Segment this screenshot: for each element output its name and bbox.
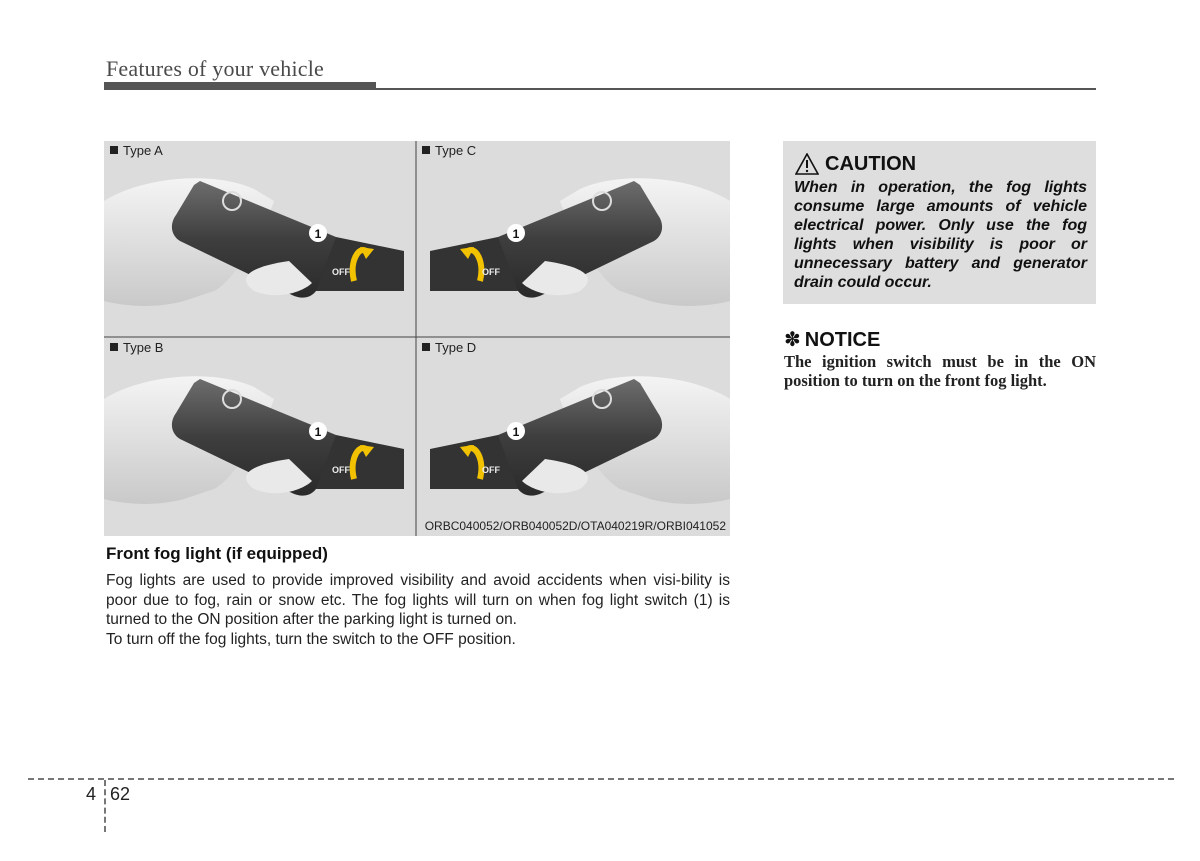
square-bullet-icon: [422, 343, 430, 351]
panel-label-type-b: [110, 340, 163, 355]
notice-text: The ignition switch must be in the ON position to turn on the front fog light.: [784, 352, 1096, 390]
warning-triangle-icon: [795, 153, 819, 175]
off-label-a: OFF: [332, 267, 350, 277]
chapter-number: 4: [86, 784, 97, 804]
body-paragraph: Fog lights are used to provide improved visibility and avoid accidents when visi-bility is poor due to fog, rain or snow etc. The fog lights will turn on when fog light switch (1) is turned to the ON position after the parking light is turned on.: [106, 572, 730, 628]
panel-type-c-illustration: [430, 178, 730, 306]
panel-label-type-d: [422, 340, 476, 355]
caution-text: When in operation, the fog lights consume large amounts of vehicle electrical power. Only use the fog lights when visibility is poor or unnecessary battery and generator drain could occur.: [794, 179, 1087, 291]
panel-label-type-a: [110, 143, 163, 158]
square-bullet-icon: [422, 146, 430, 154]
panel-label-type-c: [422, 143, 476, 158]
asterisk-icon: ✽: [784, 329, 801, 351]
panel-type-d-illustration: [430, 376, 730, 504]
callout-number-c: 1: [512, 227, 520, 241]
body-paragraph: To turn off the fog lights, turn the switch to the OFF position.: [106, 630, 516, 648]
notice-title: [784, 327, 880, 352]
footer-divider: [104, 780, 106, 832]
off-label-d: OFF: [482, 465, 500, 475]
panel-label-text: Type A: [123, 143, 163, 158]
footer-rule: [28, 778, 1174, 780]
panel-label-text: Type B: [123, 340, 164, 355]
callout-number-a: 1: [314, 227, 322, 241]
panel-type-a-illustration: [104, 178, 404, 306]
figure-code: ORBC040052/ORB040052D/OTA040219R/ORBI041052: [424, 519, 726, 533]
callout-number-b: 1: [314, 425, 322, 439]
off-label-b: OFF: [332, 465, 350, 475]
notice-title-text: NOTICE: [804, 329, 881, 351]
body-text: [106, 571, 730, 649]
section-heading: Front fog light (if equipped): [106, 544, 328, 563]
caution-box: [783, 141, 1096, 304]
square-bullet-icon: [110, 343, 118, 351]
page-number: 62: [110, 784, 131, 804]
square-bullet-icon: [110, 146, 118, 154]
figure-illustration: [104, 141, 730, 536]
fog-light-switch-figure: [104, 141, 730, 536]
header-rule: [104, 88, 1096, 90]
header-title: Features of your vehicle: [106, 56, 325, 81]
off-label-c: OFF: [482, 267, 500, 277]
callout-number-d: 1: [512, 425, 520, 439]
caution-title: CAUTION: [825, 153, 917, 175]
panel-label-text: Type C: [435, 143, 477, 158]
panel-label-text: Type D: [435, 340, 477, 355]
panel-type-b-illustration: [104, 376, 404, 504]
